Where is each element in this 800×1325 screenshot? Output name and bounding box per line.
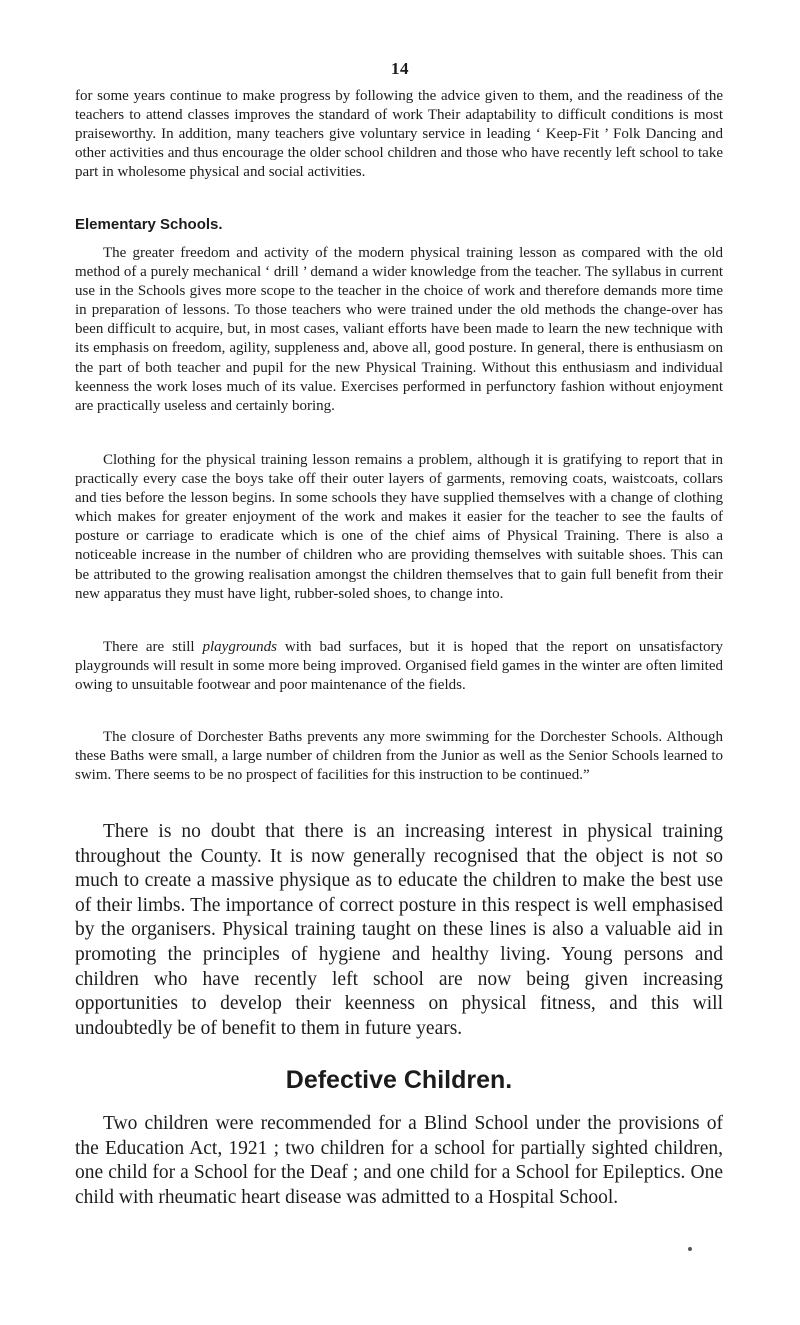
- summary-section: [75, 820, 723, 1041]
- playgrounds-italic: playgrounds: [202, 639, 277, 655]
- elementary-paragraph-3: [75, 638, 723, 695]
- defective-children-heading-wrap: [75, 1066, 723, 1095]
- elementary-paragraph-4-wrap: [75, 728, 723, 785]
- elementary-schools-section: [75, 216, 723, 233]
- elementary-paragraph-1-wrap: [75, 244, 723, 416]
- playgrounds-text-before: There are still: [103, 639, 203, 655]
- intro-paragraph: for some years continue to make progress by following the advice given to them, and the readiness of the teachers to attend classes improves the standard of work Their adaptability to difficult conditions is most praiseworthy. In addition, many teachers give voluntary service in leading ‘ Keep-Fit ’ Folk Dancing and other activities and thus encourage the older school children and those who have recently left school to take part in wholesome physical and social activities.: [75, 88, 723, 181]
- elementary-paragraph-2: Clothing for the physical training lesson remains a problem, although it is gratifying to report that in practically every case the boys take off their outer layers of garments, removing coats, waistcoats, collars and ties before the lesson begins. In some schools they have supplied themselves with a change of clothing which makes for greater enjoyment of the work and makes it easier for the teacher to see the faults of posture or carriage to eradicate which is one of the chief aims of Physical Training. There is also a noticeable increase in the number of children who are providing themselves with suitable shoes. This can be attributed to the growing realisation amongst the children themselves that to gain full benefit from their new apparatus they must have light, rubber-soled shoes, to change into.: [75, 452, 723, 602]
- defective-children-paragraph: Two children were recommended for a Blind School under the provisions of the Education Act, 1921 ; two children for a school for partially sighted children, one child for a School for the Deaf ; and one child for a School for Epileptics. One child with rheumatic heart disease was admitted to a Hospital School.: [75, 1113, 723, 1208]
- elementary-paragraph-1: The greater freedom and activity of the modern physical training lesson as compared with the old method of a purely mechanical ‘ drill ’ demand a wider knowledge from the teacher. The syllabus in current use in the Schools gives more scope to the teacher in the choice of work and therefore demands more time in preparation of lessons. To those teachers who were trained under the old methods the change-over has been difficult to acquire, but, in most cases, valiant efforts have been made to learn the new technique with its emphasis on freedom, agility, suppleness and, above all, good posture. In general, there is enthusiasm on the part of both teacher and pupil for the new Physical Training. Without this enthusiasm and individual keenness the work loses much of its value. Exercises performed in perfunctory fashion without enjoyment are practically useless and certainly boring.: [75, 245, 723, 414]
- defective-children-section: [75, 1112, 723, 1210]
- intro-section: [75, 87, 723, 182]
- elementary-paragraph-3-wrap: [75, 638, 723, 695]
- print-speck: [688, 1247, 692, 1251]
- page-number: 14: [391, 59, 409, 78]
- elementary-schools-heading: Elementary Schools.: [75, 216, 223, 233]
- playgrounds-text-after: with bad surfaces, but it is hoped that the report on unsatisfactory playgrounds will result in some more being improved. Organised field games in the winter are often limited owing to unsuitable footwear and poor maintenance of the fields.: [75, 639, 723, 694]
- elementary-paragraph-2-wrap: [75, 451, 723, 604]
- elementary-paragraph-4: The closure of Dorchester Baths prevents any more swimming for the Dorchester Schools. Although these Baths were small, a large number of children from the Junior as well as the Senior Schools learned to swim. There seems to be no prospect of facilities for this instruction to be continued.”: [75, 729, 723, 784]
- defective-children-heading: Defective Children.: [285, 1066, 513, 1094]
- summary-paragraph: There is no doubt that there is an increasing interest in physical training throughout the County. It is now generally recognised that the object is not so much to create a massive physique as to educate the children to make the best use of their limbs. The importance of correct posture in this respect is well emphasised by the organisers. Physical training taught on these lines is also a valuable aid in promoting the principles of hygiene and healthy living. Young persons and children who have recently left school are now being given increasing opportunities to develop their keenness on physical fitness, and this will undoubtedly be of benefit to them in future years.: [75, 821, 723, 1039]
